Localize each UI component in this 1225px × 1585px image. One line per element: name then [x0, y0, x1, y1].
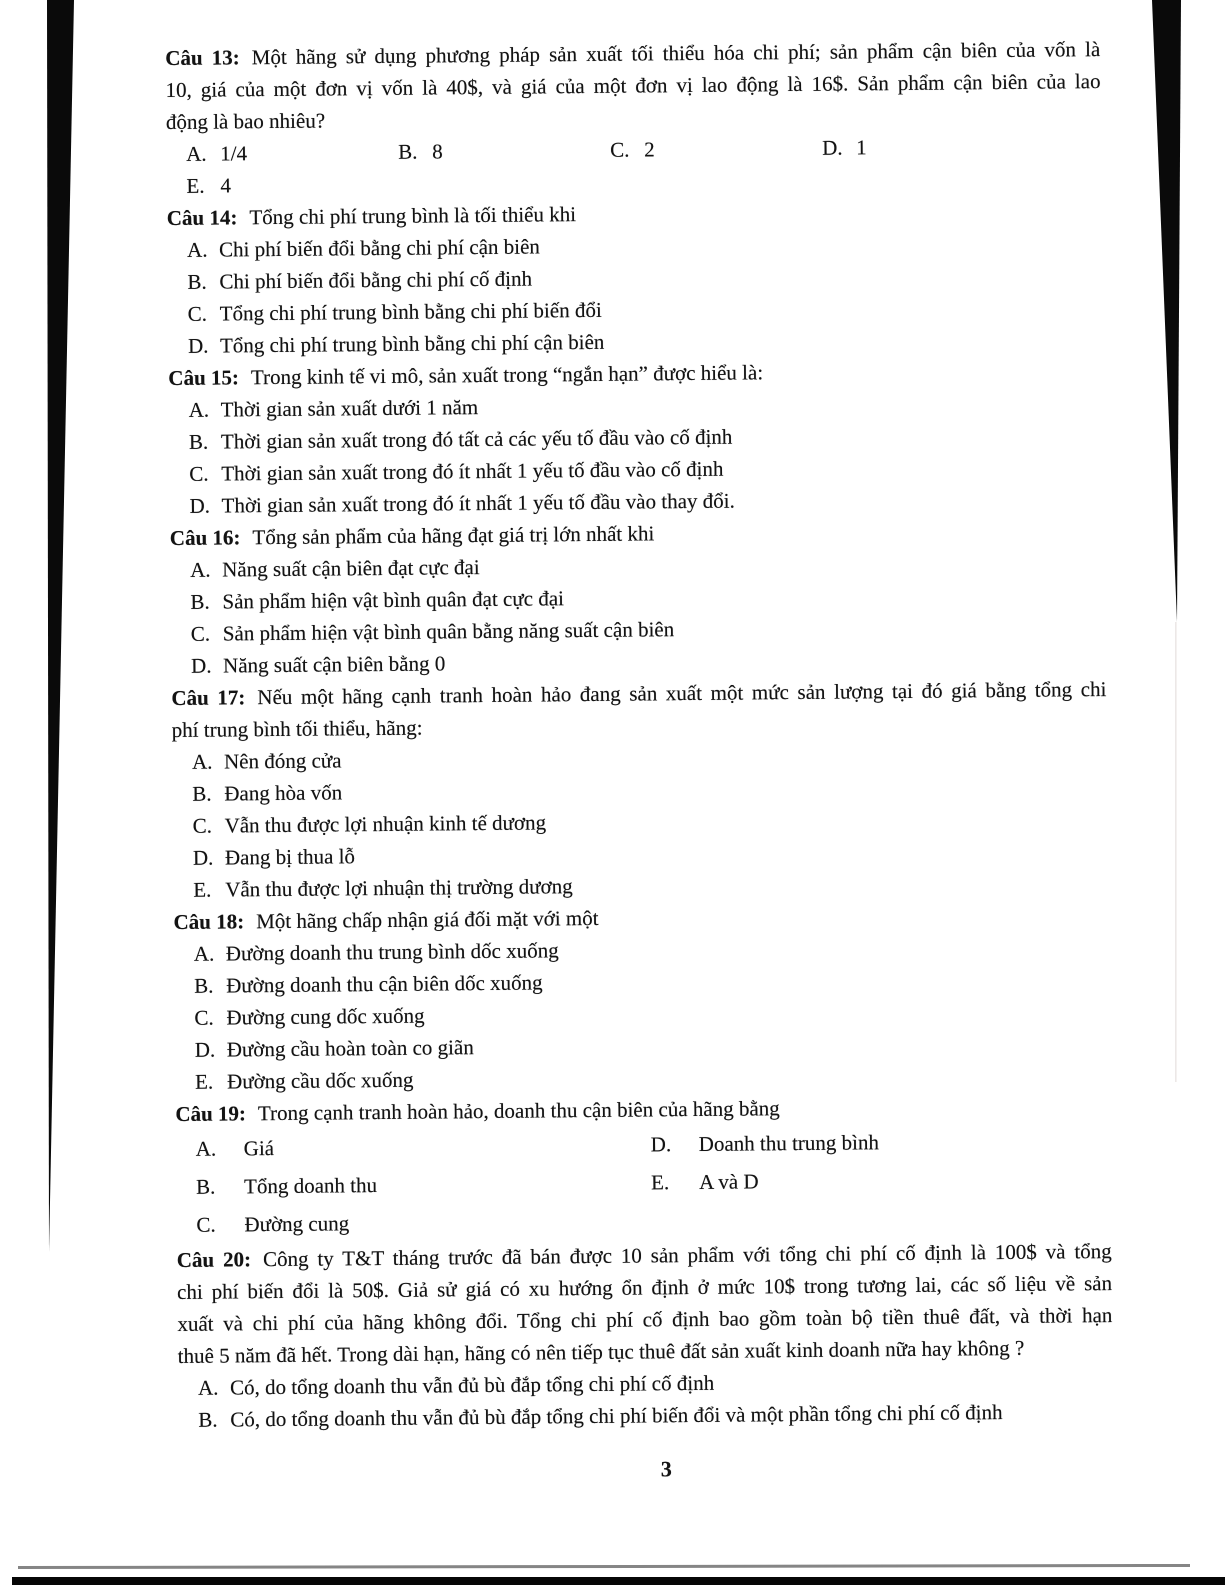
option-text: Thời gian sản xuất trong đó ít nhất 1 yếu tố đầu vào thay đổi. — [221, 488, 735, 518]
question-14 — [167, 193, 1103, 362]
option-letter: D. — [190, 653, 212, 678]
option-text: Đường doanh thu trung bình dốc xuống — [225, 938, 559, 966]
option-letter: C. — [189, 461, 209, 486]
option-text: Giá — [243, 1136, 275, 1161]
option-letter: D. — [194, 1037, 216, 1062]
question-text: Tổng chi phí trung bình là tối thiểu khi — [249, 202, 577, 230]
question-line: 10, giá của một đơn vị vốn là 40$, và giá của một đơn vị lao động là 16$. Sản phẩm cận biên của lao — [165, 69, 1101, 103]
option-text: Năng suất cận biên đạt cực đại — [222, 555, 480, 582]
question-text: Trong cạnh tranh hoàn hảo, doanh thu cận biên của hãng bằng — [257, 1096, 780, 1126]
option-letter: B. — [187, 269, 207, 294]
option-letter: E. — [193, 877, 212, 902]
question-text: Một hãng sử dụng phương pháp sản xuất tối thiểu hóa chi phí; sản phẩm cận biên của vốn là — [251, 37, 1101, 70]
question-text: Tổng sản phẩm của hãng đạt giá trị lớn nhất khi — [252, 521, 655, 550]
option-text: Có, do tổng doanh thu vẫn đủ bù đắp tổng chi phí cố định — [229, 1370, 715, 1400]
option-letter: B. — [192, 781, 212, 806]
option-text: Năng suất cận biên bằng 0 — [222, 651, 446, 678]
question-line: xuất và chi phí của hãng không đổi. Tổng chi phí cố định bao gồm toàn bộ tiền thuê đất, và thời hạn — [177, 1302, 1113, 1336]
option-letter: D. — [822, 135, 843, 160]
option-letter: C. — [610, 137, 630, 162]
option-text: 2 — [644, 137, 655, 162]
option-text: Đường cung dốc xuống — [226, 1003, 425, 1030]
question-number: Câu 15: — [168, 365, 240, 391]
answer-options — [172, 737, 1108, 906]
option-text: Nên đóng cửa — [223, 748, 342, 774]
option-letter: C. — [192, 813, 213, 838]
answer-option — [651, 1159, 1111, 1201]
option-letter: A. — [186, 141, 207, 166]
question-number: Câu 16: — [169, 525, 241, 551]
answer-option — [196, 1125, 651, 1167]
option-letter: C. — [187, 301, 208, 326]
option-letter: D. — [187, 333, 209, 358]
scan-edge-bottom — [12, 1577, 1225, 1585]
question-16 — [170, 513, 1106, 682]
answer-option — [822, 130, 1034, 164]
option-text: Đường cầu dốc xuống — [226, 1067, 414, 1094]
option-letter: B. — [195, 1174, 216, 1199]
question-15 — [168, 353, 1104, 522]
option-text: Tổng chi phí trung bình bằng chi phí biến đổi — [219, 297, 602, 326]
option-text: Doanh thu trung bình — [698, 1130, 880, 1156]
question-number: Câu 13: — [165, 45, 240, 71]
answer-option — [186, 168, 398, 202]
question-number: Câu 18: — [173, 909, 245, 934]
option-letter: E. — [186, 173, 205, 198]
option-letter: C. — [196, 1212, 216, 1237]
option-letter: B. — [198, 1407, 218, 1432]
question-text: Nếu một hãng cạnh tranh hoàn hảo đang sản xuất một mức sản lượng tại đó giá bằng tổng chi — [257, 677, 1107, 710]
footer-divider-line — [18, 1564, 1190, 1569]
option-letter: C. — [190, 621, 211, 646]
option-letter: B. — [190, 589, 210, 614]
question-line: thuê 5 năm đã hết. Trong dài hạn, hãng có nên tiếp tục thuê đất sản xuất kinh doanh nữa hay không ? — [177, 1335, 1025, 1368]
question-line: động là bao nhiêu? — [165, 108, 326, 135]
option-text: 1/4 — [220, 141, 248, 166]
answer-options — [176, 1121, 1112, 1244]
option-text: Đường cầu hoàn toàn co giãn — [226, 1035, 474, 1062]
option-text: Chi phí biến đổi bằng chi phí cố định — [219, 266, 533, 294]
option-letter: E. — [194, 1069, 214, 1094]
option-text: Thời gian sản xuất trong đó ít nhất 1 yếu tố đầu vào cố định — [221, 456, 724, 486]
answer-option — [196, 1201, 651, 1243]
answer-options — [168, 385, 1104, 522]
option-letter: D. — [650, 1132, 672, 1157]
question-number: Câu 20: — [176, 1247, 252, 1272]
answer-option — [651, 1121, 1111, 1163]
page-number: 3 — [660, 1456, 672, 1482]
option-text: Có, do tổng doanh thu vẫn đủ bù đắp tổng chi phí biến đổi và một phần tổng chi phí cố định — [230, 1400, 1003, 1432]
answer-option — [186, 136, 398, 170]
option-letter: B. — [194, 973, 214, 998]
answer-options — [174, 929, 1110, 1098]
option-letter: A. — [188, 397, 210, 422]
option-letter: D. — [189, 493, 211, 518]
option-letter: A. — [195, 1136, 217, 1161]
question-line: phí trung bình tối thiểu, hãng: — [171, 715, 423, 743]
answer-option — [196, 1163, 651, 1205]
option-text: A và D — [698, 1169, 759, 1194]
question-19 — [175, 1089, 1111, 1244]
answer-options — [178, 1363, 1114, 1436]
option-text: Vẫn thu được lợi nhuận thị trường dương — [225, 874, 573, 902]
question-17 — [171, 673, 1108, 906]
option-letter: D. — [192, 845, 214, 870]
option-text: Đang bị thua lỗ — [224, 844, 356, 870]
option-letter: A. — [193, 941, 215, 966]
option-letter: A. — [191, 749, 213, 774]
option-text: Sản phẩm hiện vật bình quân đạt cực đại — [222, 586, 565, 614]
option-letter: A. — [190, 557, 211, 582]
option-text: 8 — [432, 139, 443, 164]
option-letter: B. — [188, 429, 209, 454]
question-18 — [173, 897, 1110, 1098]
question-text: Trong kinh tế vi mô, sản xuất trong “ngắn hạn” được hiểu là: — [250, 360, 764, 390]
answer-options — [170, 545, 1106, 682]
option-text: Tổng chi phí trung bình bằng chi phí cận biên — [219, 329, 605, 358]
option-letter: A. — [186, 237, 208, 262]
answer-option — [610, 132, 822, 166]
option-text: Tổng doanh thu — [243, 1173, 378, 1199]
option-text: Đường doanh thu cận biên dốc xuống — [226, 970, 543, 998]
answer-option — [398, 134, 610, 168]
option-text: Vẫn thu được lợi nhuận kinh tế dương — [224, 810, 547, 838]
option-text: 4 — [220, 173, 232, 198]
question-number: Câu 14: — [166, 205, 238, 231]
option-text: Chi phí biến đổi bằng chi phí cận biên — [218, 234, 540, 262]
answer-options — [166, 129, 1102, 202]
option-text: Thời gian sản xuất dưới 1 năm — [220, 395, 479, 422]
option-text: 1 — [856, 135, 867, 160]
question-text: Một hãng chấp nhận giá đối mặt với một — [256, 905, 599, 934]
question-20 — [177, 1235, 1114, 1436]
answer-options — [167, 225, 1103, 362]
option-text: Đường cung — [244, 1211, 350, 1237]
question-13 — [165, 33, 1101, 202]
option-text: Đang hòa vốn — [224, 780, 343, 806]
option-letter: E. — [650, 1170, 670, 1195]
question-line: chi phí biến đổi là 50$. Giả sử giá có xu hướng ổn định ở mức 10$ trong tương lai, các số liệu về sản — [176, 1271, 1113, 1304]
option-text: Sản phẩm hiện vật bình quân bằng năng suất cận biên — [222, 617, 675, 646]
option-letter: C. — [194, 1005, 214, 1030]
option-text: Thời gian sản xuất trong đó tất cả các yếu tố đầu vào cố định — [220, 424, 733, 454]
option-letter: A. — [197, 1375, 219, 1400]
question-number: Câu 17: — [171, 685, 246, 711]
question-text: Công ty T&T tháng trước đã bán được 10 sản phẩm với tổng chi phí cố định là 100$ và tổng — [262, 1239, 1112, 1272]
option-letter: B. — [398, 139, 418, 164]
question-number: Câu 19: — [175, 1101, 247, 1126]
